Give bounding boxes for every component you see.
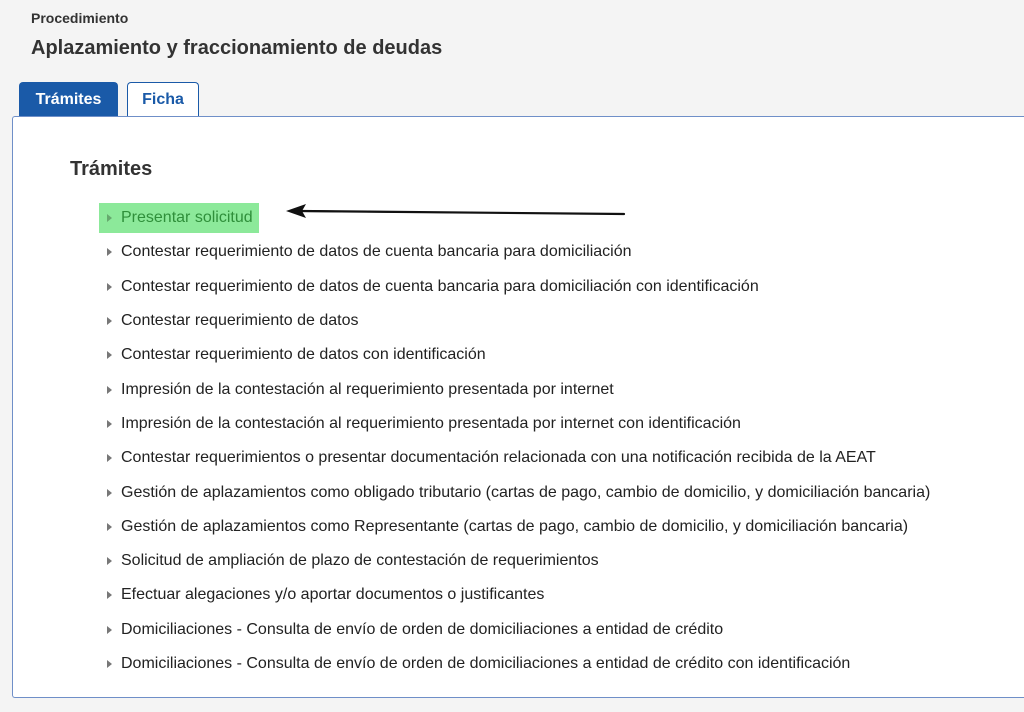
list-item [99,407,936,441]
procedure-kicker: Procedimiento [31,10,129,26]
tramite-link[interactable] [99,340,492,370]
page-title: Aplazamiento y fraccionamiento de deudas [31,37,443,59]
tramite-label: Presentar solicitud [121,209,253,227]
tramite-link[interactable] [99,409,747,439]
tramite-label: Solicitud de ampliación de plazo de contestación de requerimientos [121,552,599,570]
tramite-label: Contestar requerimiento de datos con identificación [121,346,486,364]
caret-right-icon [107,351,112,359]
caret-right-icon [107,420,112,428]
caret-right-icon [107,283,112,291]
list-item [99,270,936,304]
list-item [99,544,936,578]
caret-right-icon [107,317,112,325]
list-item [99,201,936,235]
tramite-link[interactable] [99,546,605,576]
tramite-label: Contestar requerimiento de datos de cuenta bancaria para domiciliación con identificación [121,277,759,295]
tramite-label: Contestar requerimientos o presentar documentación relacionada con una notificación recibida de la AEAT [121,449,876,467]
tramite-link[interactable] [99,580,550,610]
caret-right-icon [107,214,112,222]
tramite-label: Domiciliaciones - Consulta de envío de orden de domiciliaciones a entidad de crédito con identificación [121,655,851,672]
list-item [99,510,936,544]
list-item [99,338,936,372]
caret-right-icon [107,454,112,462]
list-item [99,441,936,475]
caret-right-icon [107,591,112,599]
tramite-label: Impresión de la contestación al requerimiento presentada por internet [121,380,614,398]
tramite-label: Contestar requerimiento de datos de cuenta bancaria para domiciliación [121,243,632,261]
caret-right-icon [107,489,112,497]
tramites-list [99,201,936,681]
tramite-link[interactable] [99,375,620,405]
tramite-label: Domiciliaciones - Consulta de envío de orden de domiciliaciones a entidad de crédito [121,620,724,638]
tramite-link[interactable] [99,615,729,645]
tab-tramites[interactable]: Trámites [19,82,118,116]
caret-right-icon [107,660,112,668]
section-title: Trámites [70,158,153,180]
tramites-panel [12,116,1024,698]
list-item [99,647,936,681]
list-item [99,235,936,269]
caret-right-icon [107,626,112,634]
tramite-label: Gestión de aplazamientos como obligado tributario (cartas de pago, cambio de domicilio, y domiciliación bancaria) [121,483,931,501]
tramite-label: Impresión de la contestación al requerimiento presentada por internet con identificación [121,414,741,432]
list-item [99,613,936,647]
tramite-link[interactable] [99,237,638,267]
tramite-link[interactable] [99,443,882,473]
tab-ficha[interactable]: Ficha [127,82,199,117]
tramite-link[interactable] [99,512,914,542]
caret-right-icon [107,557,112,565]
tramite-link-presentar-solicitud[interactable] [99,203,259,233]
list-item [99,578,936,612]
tramite-link[interactable] [99,272,765,302]
list-item [99,475,936,509]
tramite-label: Gestión de aplazamientos como Representante (cartas de pago, cambio de domicilio, y domiciliación bancaria) [121,517,909,535]
caret-right-icon [107,523,112,531]
caret-right-icon [107,248,112,256]
caret-right-icon [107,386,112,394]
tramite-link[interactable] [99,478,936,508]
tramite-link[interactable] [99,649,856,679]
tramite-label: Contestar requerimiento de datos [121,312,359,330]
tramite-label: Efectuar alegaciones y/o aportar documentos o justificantes [121,586,545,604]
tramite-link[interactable] [99,306,364,336]
list-item [99,372,936,406]
list-item [99,304,936,338]
